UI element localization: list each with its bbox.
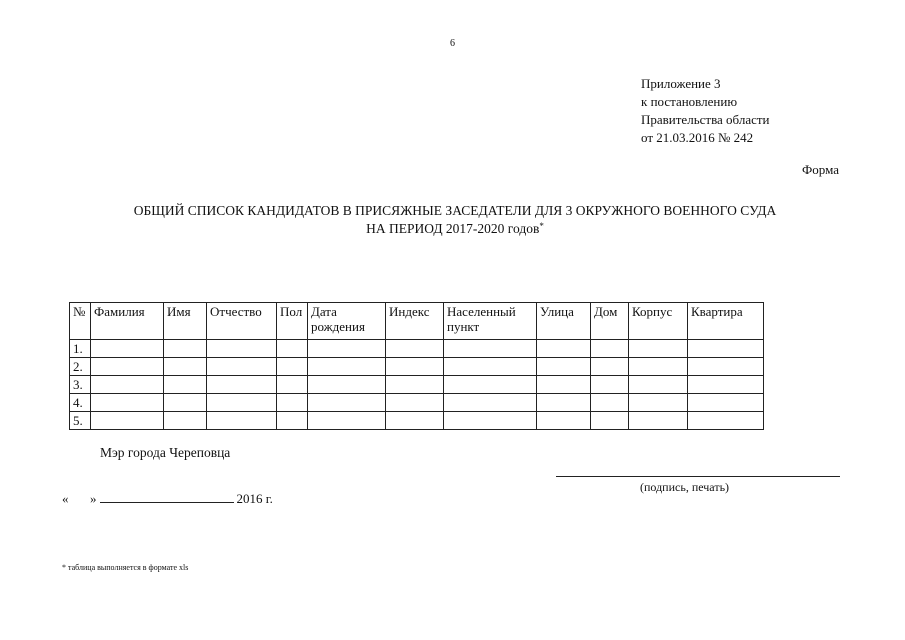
row-number: 5.: [70, 412, 91, 430]
appendix-line: от 21.03.2016 № 242: [641, 130, 754, 145]
row-number: 1.: [70, 340, 91, 358]
col-locality: Населенный пункт: [444, 303, 537, 340]
col-surname: Фамилия: [91, 303, 164, 340]
table-cell: [164, 394, 207, 412]
col-apartment: Квартира: [688, 303, 764, 340]
date-line: [62, 490, 273, 507]
table-cell: [688, 376, 764, 394]
table-cell: [91, 340, 164, 358]
table-cell: [444, 340, 537, 358]
col-birth-date: Дата рождения: [308, 303, 386, 340]
table-cell: [277, 394, 308, 412]
appendix-line: Приложение 3: [641, 76, 721, 91]
table-row: [70, 412, 764, 430]
table-cell: [444, 358, 537, 376]
page-number: 6: [450, 38, 455, 49]
table-cell: [386, 412, 444, 430]
table-cell: [308, 376, 386, 394]
table-cell: [537, 376, 591, 394]
table-cell: [537, 412, 591, 430]
row-number: 4.: [70, 394, 91, 412]
table-cell: [537, 394, 591, 412]
table-cell: [444, 376, 537, 394]
table-cell: [277, 376, 308, 394]
table-cell: [277, 412, 308, 430]
table-cell: [164, 340, 207, 358]
table-row: [70, 358, 764, 376]
table-cell: [207, 340, 277, 358]
table-cell: [277, 358, 308, 376]
table-header-row: [70, 303, 764, 340]
col-name: Имя: [164, 303, 207, 340]
table-cell: [386, 358, 444, 376]
table-cell: [308, 412, 386, 430]
appendix-line: Правительства области: [641, 112, 770, 127]
table-cell: [91, 358, 164, 376]
table-cell: [591, 412, 629, 430]
table-cell: [591, 394, 629, 412]
table-cell: [591, 340, 629, 358]
table-cell: [591, 376, 629, 394]
date-blank: [100, 490, 234, 503]
signature-line: [556, 476, 840, 477]
table-cell: [688, 358, 764, 376]
row-number: 3.: [70, 376, 91, 394]
mayor-title: Мэр города Череповца: [100, 445, 231, 460]
candidates-table: [69, 302, 764, 430]
table-cell: [688, 394, 764, 412]
table-cell: [207, 412, 277, 430]
form-label: Форма: [802, 162, 839, 177]
footnote: * таблица выполняется в формате xls: [62, 563, 189, 572]
table-cell: [386, 394, 444, 412]
table-row: [70, 340, 764, 358]
appendix-block: [641, 75, 770, 147]
title-line-1: ОБЩИЙ СПИСОК КАНДИДАТОВ В ПРИСЯЖНЫЕ ЗАСЕДАТЕЛИ ДЛЯ 3 ОКРУЖНОГО ВОЕННОГО СУДА: [133, 203, 777, 218]
col-sex: Пол: [277, 303, 308, 340]
date-close-quote: »: [90, 491, 97, 506]
table-cell: [164, 376, 207, 394]
table-cell: [308, 358, 386, 376]
appendix-line: к постановлению: [641, 94, 738, 109]
table-cell: [308, 394, 386, 412]
title-line-2-text: НА ПЕРИОД 2017-2020 годов: [366, 221, 540, 236]
table-cell: [386, 376, 444, 394]
col-index: Индекс: [386, 303, 444, 340]
table-cell: [537, 358, 591, 376]
table-cell: [164, 412, 207, 430]
table-cell: [688, 412, 764, 430]
col-number: №: [70, 303, 91, 340]
table-cell: [444, 412, 537, 430]
table-cell: [444, 394, 537, 412]
signature-caption: (подпись, печать): [640, 480, 730, 494]
title-line-2: [60, 220, 850, 238]
table-cell: [386, 340, 444, 358]
table-cell: [629, 358, 688, 376]
table-cell: [91, 376, 164, 394]
col-patronymic: Отчество: [207, 303, 277, 340]
table-cell: [207, 376, 277, 394]
table-cell: [207, 358, 277, 376]
col-house: Дом: [591, 303, 629, 340]
table-cell: [91, 394, 164, 412]
table-cell: [164, 358, 207, 376]
table-cell: [277, 340, 308, 358]
document-title: [60, 202, 850, 238]
col-street: Улица: [537, 303, 591, 340]
table-cell: [207, 394, 277, 412]
table-cell: [688, 340, 764, 358]
table-row: [70, 394, 764, 412]
table-cell: [591, 358, 629, 376]
table-cell: [537, 340, 591, 358]
table-row: [70, 376, 764, 394]
table-cell: [308, 340, 386, 358]
table-cell: [629, 412, 688, 430]
table-cell: [629, 394, 688, 412]
table-cell: [629, 340, 688, 358]
row-number: 2.: [70, 358, 91, 376]
date-year: 2016 г.: [236, 491, 273, 506]
table-cell: [629, 376, 688, 394]
date-open-quote: «: [62, 491, 69, 506]
table-cell: [91, 412, 164, 430]
footnote-marker: *: [539, 221, 544, 231]
col-building: Корпус: [629, 303, 688, 340]
